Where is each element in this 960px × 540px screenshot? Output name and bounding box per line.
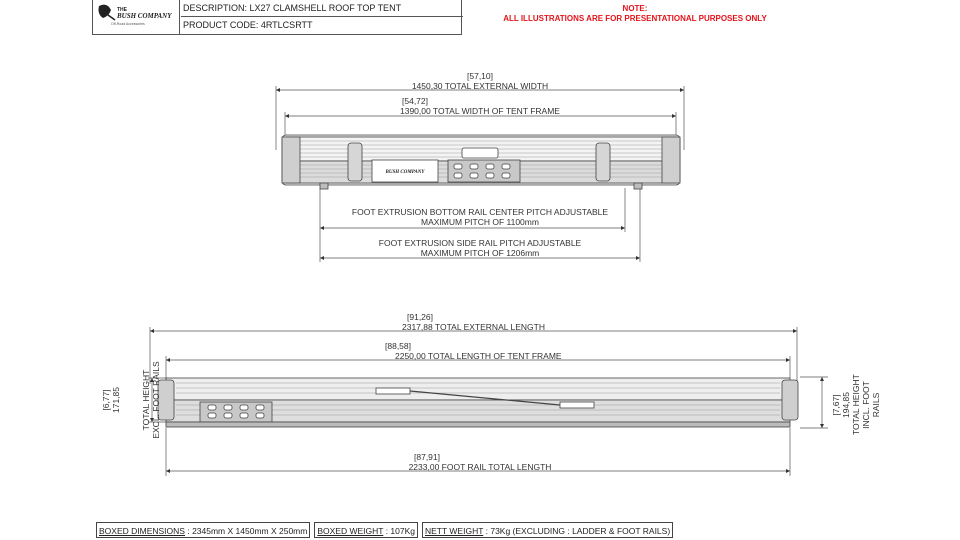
frame-length-label: 2250,00 TOTAL LENGTH OF TENT FRAME (395, 351, 562, 361)
frame-width-inch: [54,72] (402, 96, 428, 106)
boxed-weight: BOXED WEIGHT : 107Kg (314, 522, 418, 538)
svg-text:Off-Road Accessories: Off-Road Accessories (111, 22, 145, 26)
logo-text-1: THE (117, 7, 127, 13)
height-incl-label1: TOTAL HEIGHT (851, 374, 861, 435)
height-incl-label3: RAILS (871, 392, 881, 418)
side-rail-line2: MAXIMUM PITCH OF 1206mm (420, 248, 540, 258)
ext-length-inch: [91,26] (407, 312, 433, 322)
height-incl-mm: 194,85 (841, 392, 851, 418)
ext-width-inch: [57,10] (467, 71, 493, 81)
bottom-rail-line1: FOOT EXTRUSION BOTTOM RAIL CENTER PITCH ADJUSTABLE (351, 207, 609, 217)
spec-footer (96, 522, 677, 538)
foot-rail-label: 2233,00 FOOT RAIL TOTAL LENGTH (408, 462, 552, 472)
tent-top-view (282, 135, 680, 189)
note-title: NOTE: (622, 4, 648, 13)
frame-width-label: 1390,00 TOTAL WIDTH OF TENT FRAME (400, 106, 560, 116)
height-incl-inch: [7,67] (831, 394, 841, 416)
tent-side-view (158, 378, 798, 427)
ext-length-label: 2317,88 TOTAL EXTERNAL LENGTH (402, 322, 545, 332)
note-text: ALL ILLUSTRATIONS ARE FOR PRESENTATIONAL PURPOSES ONLY (503, 14, 767, 23)
plate-logo-text: BUSH COMPANY (385, 170, 425, 175)
height-excl-mm: 171,85 (111, 387, 121, 413)
nett-weight: NETT WEIGHT : 73Kg (EXCLUDING : LADDER & FOOT RAILS) (422, 522, 673, 538)
product-code-field: PRODUCT CODE: 4RTLCSRTT (183, 20, 313, 30)
height-incl-label2: INCL. FOOT (861, 381, 871, 429)
side-rail-line1: FOOT EXTRUSION SIDE RAIL PITCH ADJUSTABLE (378, 238, 582, 248)
height-excl-label1: TOTAL HEIGHT (141, 369, 151, 431)
height-excl-label2: EXCL. FOOT RAILS (151, 361, 161, 439)
height-excl-inch: [6,77] (101, 389, 111, 411)
ext-width-label: 1450,30 TOTAL EXTERNAL WIDTH (411, 81, 549, 91)
boxed-dimensions: BOXED DIMENSIONS : 2345mm X 1450mm X 250mm (96, 522, 310, 538)
description-field: DESCRIPTION: LX27 CLAMSHELL ROOF TOP TENT (181, 0, 463, 17)
bottom-rail-line2: MAXIMUM PITCH OF 1100mm (421, 217, 539, 227)
frame-length-inch: [88,58] (385, 341, 411, 351)
foot-rail-inch: [87,91] (414, 452, 440, 462)
logo-text-2: BUSH COMPANY (117, 12, 172, 20)
